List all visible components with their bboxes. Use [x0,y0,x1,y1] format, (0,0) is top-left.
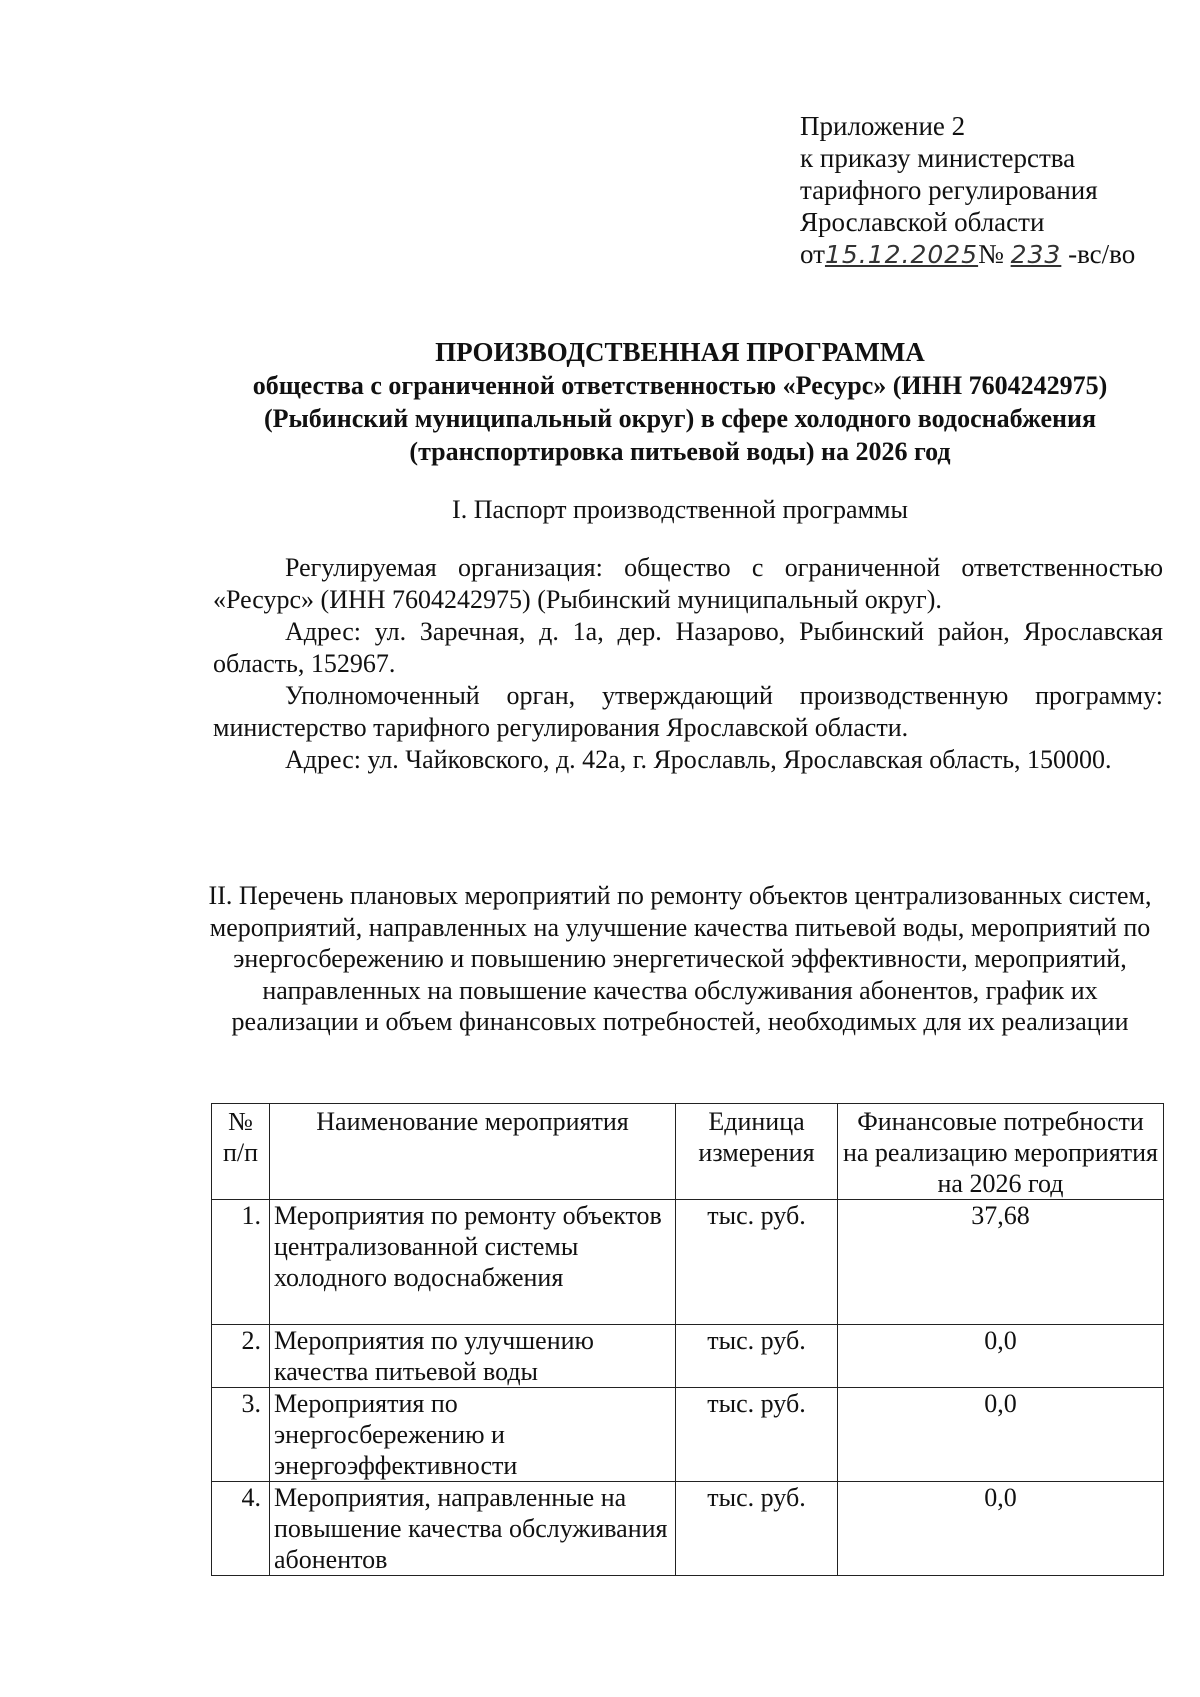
row-unit: тыс. руб. [676,1482,838,1576]
passport-authority: Уполномоченный орган, утверждающий производственную программу: министерство тарифного регулирования Ярославской области. [213,681,1163,742]
order-line [800,238,1135,271]
title-line-3: (Рыбинский муниципальный округ) в сфере холодного водоснабжения [263,404,1097,433]
measures-table-wrapper [211,1103,1163,1576]
row-num: 3. [212,1388,270,1482]
title-line-4: (транспортировка питьевой воды) на 2026 год [409,437,951,466]
header-finance: Финансовые потребности на реализацию мероприятия на 2026 год [838,1104,1164,1200]
row-value: 0,0 [838,1388,1164,1482]
row-unit: тыс. руб. [676,1388,838,1482]
row-num: 1. [212,1200,270,1325]
passport-organization-address: Адрес: ул. Заречная, д. 1а, дер. Назарово, Рыбинский район, Ярославская область, 152967. [213,617,1163,678]
appendix-line-2: к приказу министерства [800,143,1076,173]
row-name: Мероприятия по улучшению качества питьевой воды [270,1325,676,1388]
order-prefix: от [800,239,825,269]
table-row [212,1200,1164,1325]
title-main: ПРОИЗВОДСТВЕННАЯ ПРОГРАММА [435,337,925,367]
title-line-2: общества с ограниченной ответственностью «Ресурс» (ИНН 7604242975) [252,371,1108,400]
measures-table [211,1103,1164,1576]
table-row [212,1325,1164,1388]
appendix-line-3: тарифного регулирования [800,175,1098,205]
row-unit: тыс. руб. [676,1200,838,1325]
section-1-heading: I. Паспорт производственной программы [452,495,908,524]
passport-authority-address: Адрес: ул. Чайковского, д. 42а, г. Ярославль, Ярославская область, 150000. [285,745,1112,774]
header-num: № п/п [212,1104,270,1200]
order-number-sign: № [978,239,1004,269]
table-row [212,1388,1164,1482]
table-header-row [212,1104,1164,1200]
header-unit: Единица измерения [676,1104,838,1200]
document-title [120,336,1200,468]
order-number-handwritten: 233 [1010,240,1062,269]
row-value: 0,0 [838,1482,1164,1576]
row-value: 0,0 [838,1325,1164,1388]
header-name: Наименование мероприятия [270,1104,676,1200]
row-name: Мероприятия, направленные на повышение качества обслуживания абонентов [270,1482,676,1576]
section-2-heading: II. Перечень плановых мероприятий по ремонту объектов централизованных систем, мероприятий, направленных на улучшение качества питьевой воды, мероприятий по энергосбережению и повышению энергетической эффективности, мероприятий, направленных на повышение качества обслуживания абонентов, график их реализации и объем финансовых потребностей, необходимых для их реализации [208,881,1152,1036]
passport-section [213,552,1163,776]
row-num: 2. [212,1325,270,1388]
passport-organization: Регулируемая организация: общество с ограниченной ответственностью «Ресурс» (ИНН 7604242975) (Рыбинский муниципальный округ). [213,553,1163,614]
table-row [212,1482,1164,1576]
order-suffix: -вс/во [1068,239,1136,269]
row-num: 4. [212,1482,270,1576]
row-name: Мероприятия по энергосбережению и энергоэффективности [270,1388,676,1482]
row-unit: тыс. руб. [676,1325,838,1388]
appendix-block [800,110,1135,271]
appendix-line-1: Приложение 2 [800,111,966,141]
row-value: 37,68 [838,1200,1164,1325]
appendix-line-4: Ярославской области [800,207,1045,237]
row-name: Мероприятия по ремонту объектов централизованной системы холодного водоснабжения [270,1200,676,1325]
order-date-handwritten: 15.12.2025 [824,240,979,269]
